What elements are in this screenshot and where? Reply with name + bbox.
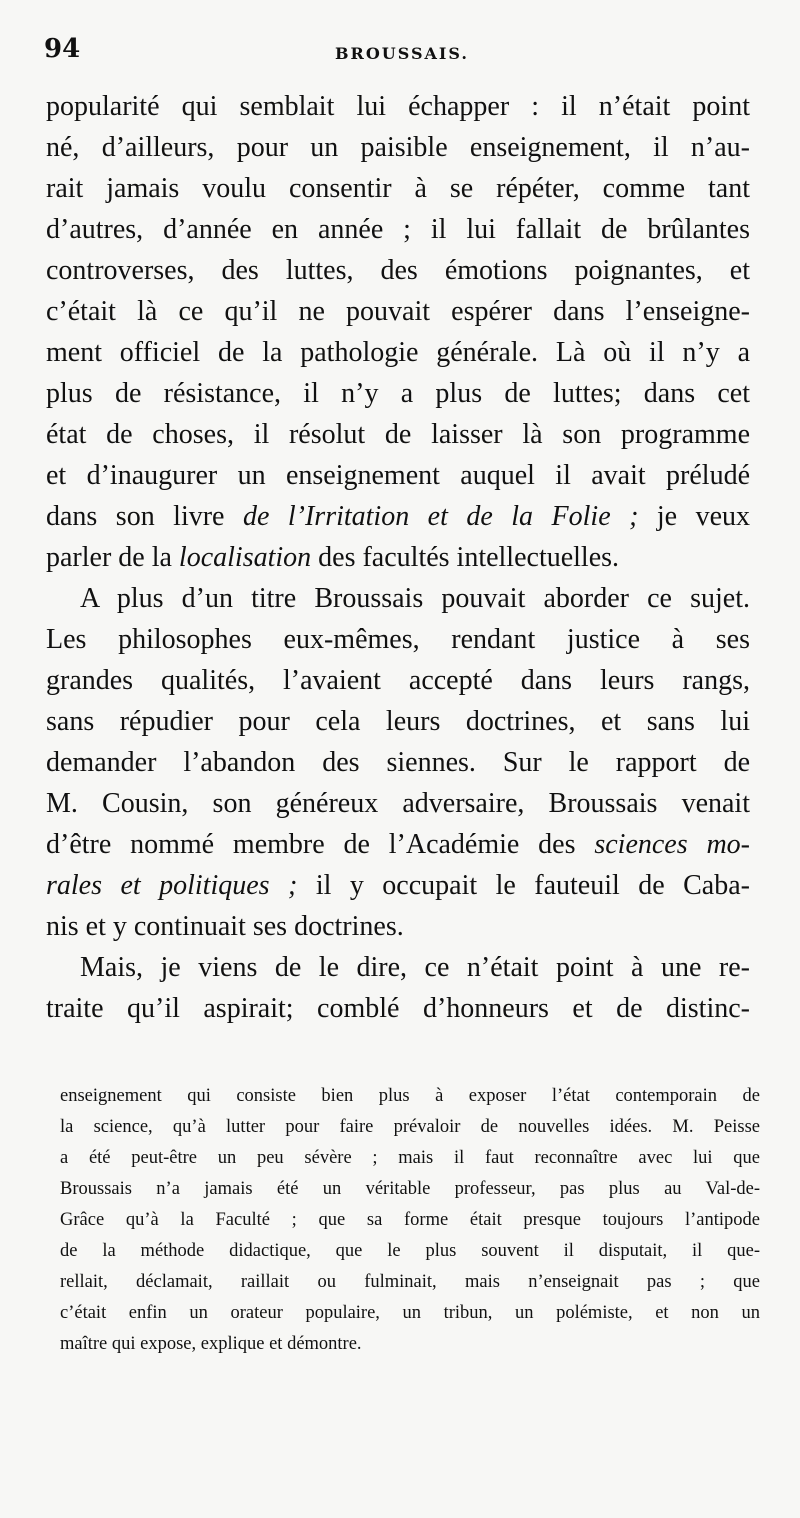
text-line: demander l’abandon des siennes. Sur le rapport de	[46, 747, 750, 778]
footnote-line: Broussais n’a jamais été un véritable professeur, pas plus au Val-de-	[60, 1179, 760, 1199]
text-line: M. Cousin, son généreux adversaire, Broussais venait	[46, 788, 750, 819]
text-segment: il y occupait le fauteuil de Caba-	[297, 870, 750, 901]
running-title: BROUSSAIS.	[335, 44, 469, 63]
text-line: traite qu’il aspirait; comblé d’honneurs et de distinc-	[46, 993, 750, 1024]
text-line: nis et y continuait ses doctrines.	[46, 911, 404, 942]
text-line: A plus d’un titre Broussais pouvait aborder ce sujet.	[80, 583, 750, 614]
footnote-line: c’était enfin un orateur populaire, un tribun, un polémiste, et non un	[60, 1303, 760, 1323]
text-segment: je veux	[638, 501, 751, 532]
italic-term: rales et politiques ;	[46, 870, 298, 901]
text-line	[46, 865, 750, 906]
footnote-line: enseignement qui consiste bien plus à exposer l’état contemporain de	[60, 1086, 760, 1106]
footnote-line: la science, qu’à lutter pour faire prévaloir de nouvelles idées. M. Peisse	[60, 1117, 760, 1137]
text-segment: dans son livre	[46, 501, 243, 532]
page-number: 94	[44, 34, 81, 64]
footnote-line: Grâce qu’à la Faculté ; que sa forme était presque toujours l’antipode	[60, 1210, 760, 1230]
footnote-line: rellait, déclamait, raillait ou fulminait, mais n’enseignait pas ; que	[60, 1272, 760, 1292]
footnote-line: de la méthode didactique, que le plus souvent il disputait, il que-	[60, 1241, 760, 1261]
italic-term: localisation	[178, 542, 312, 573]
text-line: controverses, des luttes, des émotions poignantes, et	[46, 255, 750, 286]
text-line: sans répudier pour cela leurs doctrines, et sans lui	[46, 706, 750, 737]
text-line: Mais, je viens de le dire, ce n’était point à une re-	[80, 952, 750, 983]
text-line	[46, 537, 750, 578]
paragraph-1	[46, 86, 750, 578]
text-line	[46, 496, 750, 537]
footnote-line: maître qui expose, explique et démontre.	[60, 1334, 362, 1354]
text-segment: d’être nommé membre de l’Académie des	[46, 829, 595, 860]
text-line	[46, 824, 750, 865]
footnote-line: a été peut-être un peu sévère ; mais il faut reconnaître avec lui que	[60, 1148, 760, 1168]
text-segment: parler de la	[46, 542, 179, 573]
main-text	[46, 86, 750, 1029]
text-line: et d’inaugurer un enseignement auquel il avait préludé	[46, 460, 750, 491]
text-line: plus de résistance, il n’y a plus de luttes; dans cet	[46, 378, 750, 409]
page-header	[44, 34, 760, 74]
text-line: Les philosophes eux-mêmes, rendant justice à ses	[46, 624, 750, 655]
footnote	[60, 1081, 760, 1360]
text-line: rait jamais voulu consentir à se répéter, comme tant	[46, 173, 750, 204]
text-line: c’était là ce qu’il ne pouvait espérer dans l’enseigne-	[46, 296, 750, 327]
italic-term: sciences mo-	[594, 829, 751, 860]
paragraph-2	[46, 578, 750, 947]
text-line: état de choses, il résolut de laisser là son programme	[46, 419, 750, 450]
book-title-italic: de l’Irritation et de la Folie ;	[242, 501, 639, 532]
text-line: né, d’ailleurs, pour un paisible enseignement, il n’au-	[46, 132, 750, 163]
text-line: ment officiel de la pathologie générale. Là où il n’y a	[46, 337, 750, 368]
text-line: popularité qui semblait lui échapper : il n’était point	[46, 91, 750, 122]
text-line: d’autres, d’année en année ; il lui fallait de brûlantes	[46, 214, 750, 245]
paragraph-3	[46, 947, 750, 1029]
text-segment: des facultés intellectuelles.	[311, 542, 620, 573]
text-line: grandes qualités, l’avaient accepté dans leurs rangs,	[46, 665, 750, 696]
